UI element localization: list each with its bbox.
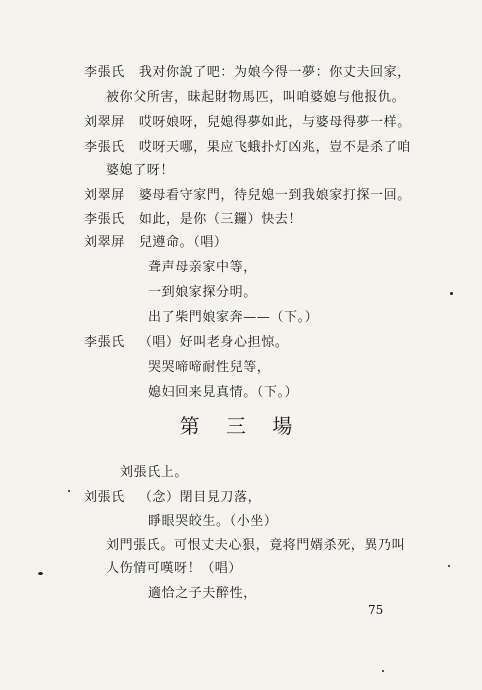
line-text: 聋声母亲家中等， (148, 260, 257, 275)
line-text: 婆媳了呀！ (106, 163, 175, 178)
scan-speck (448, 565, 450, 567)
line-text: 睜眼哭皎生。（小坐） (148, 514, 278, 529)
scan-speck (450, 292, 453, 295)
speaker-name: 刘翠屏 (84, 188, 125, 203)
scan-speck (38, 572, 43, 575)
dialogue-line (106, 90, 405, 106)
line-text: 哎呀娘呀，兒媳得夢如此，与婆母得夢一样。 (138, 115, 411, 130)
line-text: 出了柴門娘家奔——（下。） (148, 310, 319, 325)
page-number: 75 (368, 603, 384, 617)
line-text: （唱）好叫老身心担惊。 (138, 335, 289, 350)
stage-direction (120, 465, 188, 481)
dialogue-line (106, 561, 242, 577)
verse-line (148, 514, 278, 530)
line-text: 我对你說了吧：为娘今得一夢：你丈夫回家， (138, 65, 411, 80)
dialogue-line (84, 65, 411, 81)
speaker-name: 刘翠屏 (84, 235, 125, 250)
line-text: 哎呀天哪，果应飞蛾扑灯凶兆，豈不是杀了咱 (138, 140, 411, 155)
verse-line (148, 285, 257, 301)
dialogue-line (84, 490, 261, 506)
dialogue-line (106, 538, 405, 554)
verse-line (148, 360, 270, 376)
verse-line (148, 260, 257, 276)
dialogue-line (84, 140, 411, 156)
speaker-name: 李張氏 (84, 212, 125, 227)
dialogue-line (84, 188, 411, 204)
line-text: 適恰之子夫醉性， (148, 586, 257, 601)
line-text: （念）閉目見刀落， (138, 490, 262, 505)
line-text: 刘張氏上。 (120, 465, 189, 480)
line-text: 被你父所害，昧起財物馬匹，叫咱婆媳与他报仇。 (106, 90, 406, 105)
line-text: 如此，是你（三鑼）快去！ (138, 212, 303, 227)
speaker-name: 李張氏 (84, 140, 125, 155)
dialogue-line (84, 235, 228, 251)
verse-line (148, 586, 257, 602)
scan-speck (68, 490, 70, 492)
scene-heading: 第 三 場 (179, 414, 303, 438)
dialogue-line (106, 163, 174, 179)
dialogue-line (84, 212, 302, 228)
verse-line (148, 385, 298, 401)
line-text: 媳妇回来見真情。（下。） (148, 385, 299, 400)
speaker-name: 刘翠屏 (84, 115, 125, 130)
speaker-name: 李張氏 (84, 335, 125, 350)
line-text: 人伤情可嘆呀！（唱） (106, 561, 243, 576)
line-text: 兒遵命。（唱） (138, 235, 228, 250)
line-text: 婆母看守家門，待兒媳一到我娘家打探一回。 (138, 188, 411, 203)
line-text: 哭哭啼啼耐性兒等， (148, 360, 271, 375)
dialogue-line (84, 115, 411, 131)
line-text: 一到娘家探分明。 (148, 285, 257, 300)
line-text: 刘門張氏。可恨丈夫心狠，竟将門婿杀死，異乃叫 (106, 538, 406, 553)
speaker-name: 刘張氏 (84, 490, 125, 505)
dialogue-line (84, 335, 288, 351)
verse-line (148, 310, 318, 326)
scan-speck (382, 670, 384, 672)
speaker-name: 李張氏 (84, 65, 125, 80)
